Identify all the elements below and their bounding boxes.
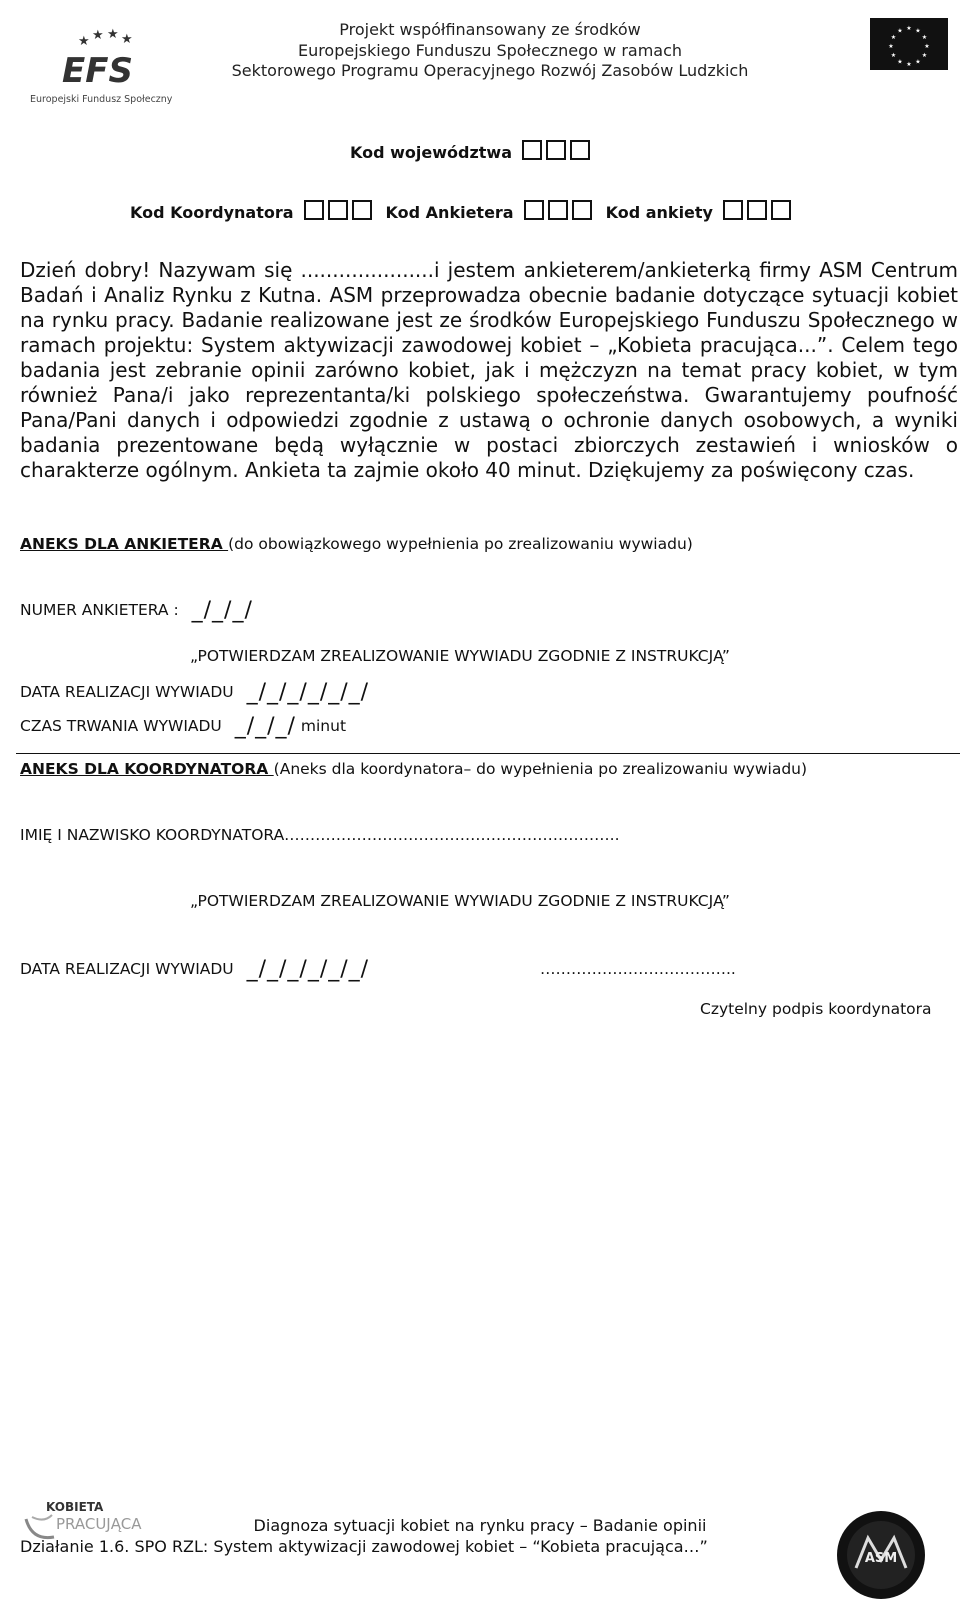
data-realizacji-row bbox=[20, 680, 369, 705]
czas-trwania-row bbox=[20, 714, 346, 739]
svg-text:★: ★ bbox=[107, 27, 119, 42]
numer-ankietera-row bbox=[20, 598, 253, 623]
svg-text:★: ★ bbox=[890, 34, 897, 41]
asm-logo-text: ASM bbox=[864, 1551, 898, 1566]
aneks-koordynator-heading bbox=[20, 760, 807, 778]
ankieter-confirm: „POTWIERDZAM ZREALIZOWANIE WYWIADU ZGODNIE Z INSTRUKCJĄ” bbox=[190, 647, 730, 665]
svg-text:★: ★ bbox=[921, 34, 928, 41]
svg-text:★: ★ bbox=[897, 58, 903, 66]
koordynator-data-label: DATA REALIZACJI WYWIADU bbox=[20, 960, 234, 978]
code-wojewodztwa-boxes[interactable] bbox=[518, 140, 590, 160]
code-ankietera-boxes[interactable] bbox=[520, 200, 592, 220]
svg-text:★: ★ bbox=[78, 34, 90, 49]
svg-text:★: ★ bbox=[888, 43, 894, 50]
svg-text:★: ★ bbox=[897, 27, 903, 35]
footer-line-1: Diagnoza sytuacji kobiet na rynku pracy – Badanie opinii bbox=[253, 1516, 707, 1535]
aneks-koordynator-subtitle: (Aneks dla koordynatora– do wypełnienia po zrealizowaniu wywiadu) bbox=[273, 760, 808, 778]
code-ankiety-label: Kod ankiety bbox=[605, 203, 713, 222]
header-line-2: Europejskiego Funduszu Społecznego w ramach bbox=[297, 40, 683, 60]
data-realizacji-label: DATA REALIZACJI WYWIADU bbox=[20, 683, 234, 701]
svg-text:★: ★ bbox=[92, 28, 104, 43]
code-ankiety-boxes[interactable] bbox=[719, 200, 791, 220]
eu-flag-icon bbox=[870, 18, 948, 70]
efs-logo-text: EFS bbox=[62, 51, 133, 91]
code-wojewodztwa-label: Kod województwa bbox=[350, 143, 513, 162]
code-ankietera-label: Kod Ankietera bbox=[385, 203, 514, 222]
numer-ankietera-field[interactable]: _/_/_/ bbox=[191, 598, 253, 623]
czas-trwania-field[interactable]: _/_/_/ bbox=[234, 714, 296, 739]
code-box[interactable] bbox=[570, 140, 590, 160]
section-divider bbox=[16, 753, 960, 754]
code-box[interactable] bbox=[771, 200, 791, 220]
efs-logo bbox=[20, 12, 190, 122]
aneks-ankieter-heading bbox=[20, 535, 693, 553]
asm-logo bbox=[836, 1510, 926, 1600]
code-wojewodztwa-row bbox=[350, 137, 604, 162]
codes-row bbox=[130, 197, 805, 222]
footer-line-2: Działanie 1.6. SPO RZL: System aktywizacji zawodowej kobiet – “Kobieta pracująca…” bbox=[20, 1537, 708, 1556]
kp-logo-line2: PRACUJĄCA bbox=[56, 1515, 142, 1533]
intro-paragraph: Dzień dobry! Nazywam się .....................i jestem ankieterem/ankieterką firmy ASM Centrum Badań i Analiz Rynku z Kutna. ASM przeprowadza obecnie badanie dotyczące sytuacji kobiet na rynku pracy. Badanie realizowane jest ze środków Europejskiego Funduszu Społecznego w ramach projektu: System aktywizacji zawodowej kobiet – „Kobieta pracująca...”. Celem tego badania jest zebranie opinii zarówno kobiet, jak i mężczyzn na temat pracy kobiet, w tym również Pana/i jako reprezentanta/ki polskiego społeczeństwa. Gwarantujemy poufność Pana/Pani danych i odpowiedzi zgodnie z ustawą o ochronie danych osobowych, a wyniki badania prezentowane będą wyłącznie w postaci zbiorczych zestawień i wniosków o charakterze ogólnym. Ankieta ta zajmie około 40 minut. Dziękujemy za poświęcony czas. bbox=[20, 258, 958, 482]
koordynator-data-row bbox=[20, 957, 369, 982]
koordynator-name-field[interactable]: IMIĘ I NAZWISKO KOORDYNATORA……………………………………………………….. bbox=[20, 826, 620, 844]
header-line-3: Sektorowego Programu Operacyjnego Rozwój Zasobów Ludzkich bbox=[231, 61, 749, 80]
czas-trwania-unit: minut bbox=[300, 717, 347, 735]
svg-text:★: ★ bbox=[921, 52, 928, 59]
code-box[interactable] bbox=[723, 200, 743, 220]
code-box[interactable] bbox=[304, 200, 324, 220]
code-box[interactable] bbox=[328, 200, 348, 220]
efs-logo-caption: Europejski Fundusz Społeczny bbox=[30, 94, 173, 105]
koordynator-data-field[interactable]: _/_/_/_/_/_/ bbox=[246, 957, 370, 982]
numer-ankietera-label: NUMER ANKIETERA : bbox=[20, 601, 179, 619]
code-box[interactable] bbox=[524, 200, 544, 220]
code-box[interactable] bbox=[352, 200, 372, 220]
svg-text:★: ★ bbox=[915, 58, 921, 66]
signature-field[interactable]: ……………………………….. bbox=[540, 960, 736, 978]
code-box[interactable] bbox=[747, 200, 767, 220]
code-koordynatora-label: Kod Koordynatora bbox=[130, 203, 294, 222]
svg-text:★: ★ bbox=[915, 27, 921, 35]
code-box[interactable] bbox=[572, 200, 592, 220]
aneks-ankieter-title: ANEKS DLA ANKIETERA bbox=[20, 535, 229, 553]
code-box[interactable] bbox=[548, 200, 568, 220]
project-header bbox=[200, 20, 780, 82]
aneks-ankieter-subtitle: (do obowiązkowego wypełnienia po zrealizowaniu wywiadu) bbox=[228, 535, 693, 553]
svg-text:★: ★ bbox=[890, 52, 897, 59]
kp-logo-line1: KOBIETA bbox=[46, 1500, 104, 1514]
code-box[interactable] bbox=[522, 140, 542, 160]
svg-text:★: ★ bbox=[121, 32, 133, 47]
aneks-koordynator-title: ANEKS DLA KOORDYNATORA bbox=[20, 760, 274, 778]
signature-label: Czytelny podpis koordynatora bbox=[700, 1000, 932, 1018]
code-koordynatora-boxes[interactable] bbox=[300, 200, 372, 220]
data-realizacji-field[interactable]: _/_/_/_/_/_/ bbox=[246, 680, 370, 705]
header-line-1: Projekt współfinansowany ze środków bbox=[339, 20, 641, 39]
svg-text:★: ★ bbox=[924, 43, 930, 50]
svg-text:★: ★ bbox=[906, 61, 912, 68]
czas-trwania-label: CZAS TRWANIA WYWIADU bbox=[20, 717, 222, 735]
koordynator-confirm: „POTWIERDZAM ZREALIZOWANIE WYWIADU ZGODNIE Z INSTRUKCJĄ” bbox=[190, 892, 730, 910]
svg-text:★: ★ bbox=[906, 25, 912, 32]
code-box[interactable] bbox=[546, 140, 566, 160]
